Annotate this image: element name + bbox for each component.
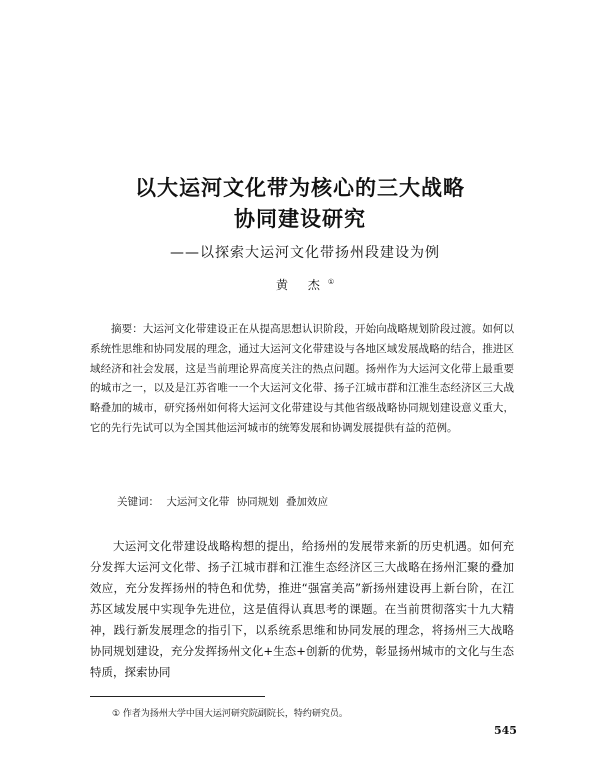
keyword: 协同规划	[236, 496, 279, 508]
author-name: 黄 杰	[276, 278, 328, 292]
author	[276, 276, 334, 293]
title-line-1: 以大运河文化带为核心的三大战略	[135, 175, 465, 200]
keywords	[117, 494, 328, 509]
author-footnote-mark: ①	[327, 278, 335, 286]
subtitle: ——以探索大运河文化带扬州段建设为例	[170, 245, 440, 261]
abstract: 摘要：大运河文化带建设正在从提高思想认识阶段，开始向战略规划阶段过渡。如何以系统性思维和协同发展的理念，通过大运河文化带建设与各地区域发展战略的结合，推进区域经济和社会发展，这是当前理论界高度关注的热点问题。扬州作为大运河文化带上最重要的城市之一，以及是江苏省唯一一个大运河文化带、扬子江城市群和江淮生态经济区三大战略叠加的城市，研究扬州如何将大运河文化带建设与其他省级战略协同规划建设意义重大，它的先行先试可以为全国其他运河城市的统筹发展和协调发展提供有益的范例。	[90, 323, 514, 434]
footnote-divider	[90, 696, 265, 697]
page-number: 545	[494, 724, 517, 737]
keywords-label: 关键词：	[117, 496, 159, 508]
title-line-2: 协同建设研究	[234, 206, 366, 231]
keyword: 叠加效应	[286, 496, 329, 508]
body-paragraph: 大运河文化带建设战略构想的提出，给扬州的发展带来新的历史机遇。如何充分发挥大运河文化带、扬子江城市群和江淮生态经济区三大战略在扬州汇聚的叠加效应，充分发挥扬州的特色和优势，推进“强富美高”新扬州建设再上新台阶，在江苏区域发展中实现争先进位，这是值得认真思考的课题。在当前贯彻落实十九大精神，践行新发展理念的指引下，以系统系思维和协同发展的理念，将扬州三大战略协同规划建设，充分发挥扬州文化+生态+创新的优势，彰显扬州城市的文化与生态特质，探索协同	[90, 539, 514, 679]
keyword: 大运河文化带	[166, 496, 230, 508]
footnote: ① 作者为扬州大学中国大运河研究院副院长，特约研究员。	[112, 709, 348, 719]
